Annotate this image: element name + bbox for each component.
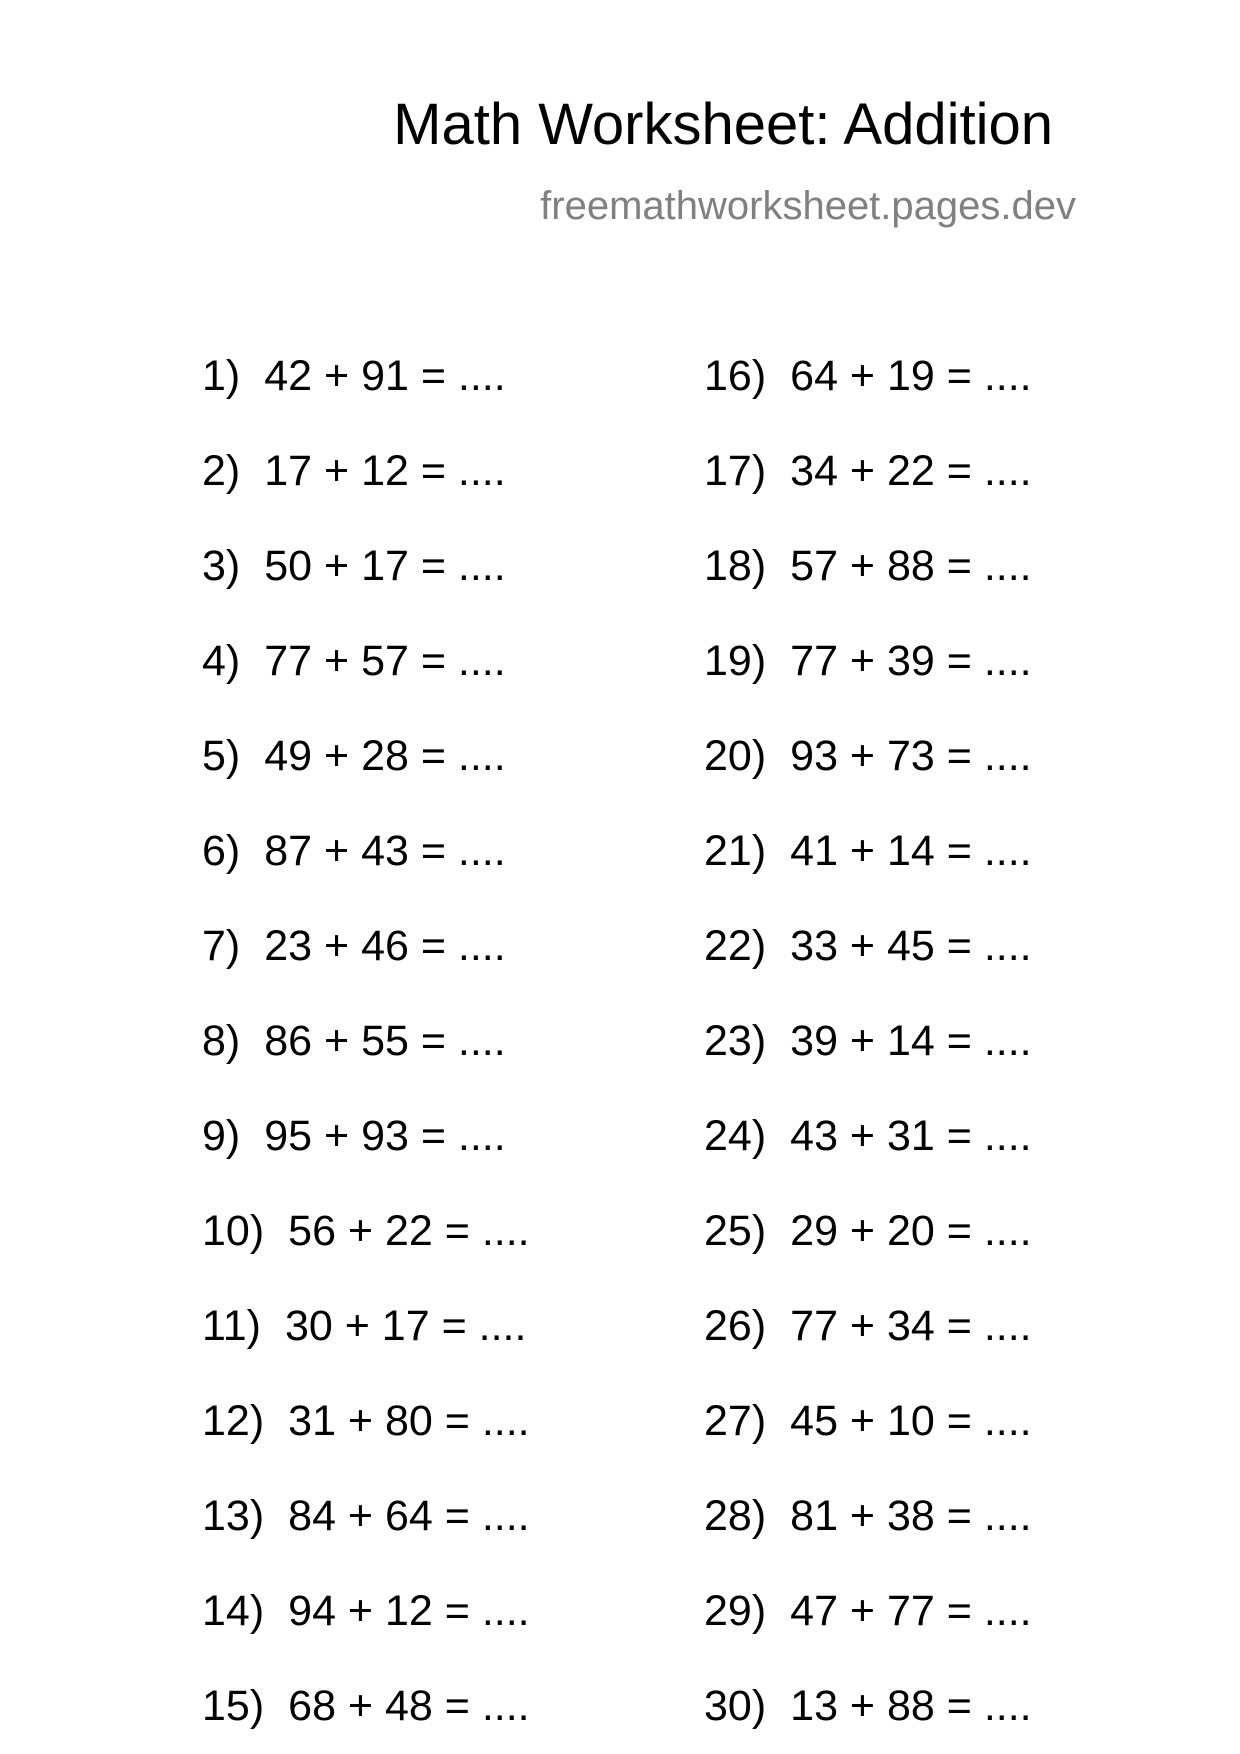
problem-item [202,922,506,970]
problem-item [704,1587,1032,1635]
problem-number: 5) [202,732,241,780]
problem-item [202,1207,530,1255]
problem-expression: 68 + 48 = .... [288,1682,530,1730]
problem-expression: 30 + 17 = .... [284,1302,527,1350]
problem-item [202,447,506,495]
problem-number: 23) [704,1017,767,1065]
problem-number: 14) [202,1587,265,1635]
problem-item [704,732,1032,780]
problem-number: 17) [704,447,767,495]
problem-item [704,1682,1032,1730]
problem-number: 9) [202,1112,241,1160]
problem-number: 6) [202,827,241,875]
problem-item [202,827,506,875]
problem-expression: 39 + 14 = .... [790,1017,1032,1065]
problem-number: 26) [704,1302,767,1350]
problem-expression: 77 + 57 = .... [264,637,506,685]
problem-item [202,1302,527,1350]
problem-expression: 64 + 19 = .... [790,352,1032,400]
problem-expression: 23 + 46 = .... [264,922,506,970]
problem-item [704,1017,1032,1065]
problem-expression: 33 + 45 = .... [790,922,1032,970]
problem-item [704,1397,1032,1445]
problem-number: 12) [202,1397,265,1445]
problem-item [704,1112,1032,1160]
problem-expression: 84 + 64 = .... [288,1492,530,1540]
problem-item [704,352,1032,400]
problem-expression: 95 + 93 = .... [264,1112,506,1160]
problem-expression: 77 + 39 = .... [790,637,1032,685]
problem-expression: 81 + 38 = .... [790,1492,1032,1540]
problem-item [202,352,506,400]
problem-number: 24) [704,1112,767,1160]
problem-number: 20) [704,732,767,780]
problem-number: 21) [704,827,767,875]
problem-number: 7) [202,922,241,970]
problem-number: 10) [202,1207,265,1255]
problem-number: 2) [202,447,241,495]
problem-number: 28) [704,1492,767,1540]
problem-number: 1) [202,352,241,400]
problem-item [202,542,506,590]
problem-number: 18) [704,542,767,590]
problem-item [704,922,1032,970]
problem-expression: 17 + 12 = .... [264,447,506,495]
problem-item [704,447,1032,495]
problem-expression: 13 + 88 = .... [790,1682,1032,1730]
problem-expression: 94 + 12 = .... [288,1587,530,1635]
problem-item [202,1587,530,1635]
problem-number: 4) [202,637,241,685]
problem-number: 11) [202,1302,261,1350]
problem-expression: 57 + 88 = .... [790,542,1032,590]
problem-item [704,542,1032,590]
problem-expression: 93 + 73 = .... [790,732,1032,780]
problem-expression: 42 + 91 = .... [264,352,506,400]
problem-item [704,1207,1032,1255]
site-url: freemathworksheet.pages.dev [540,184,1076,228]
problem-item [202,1017,506,1065]
problem-item [202,1682,530,1730]
problem-item [202,1397,530,1445]
problem-expression: 86 + 55 = .... [264,1017,506,1065]
problem-number: 13) [202,1492,265,1540]
problem-item [704,827,1032,875]
problem-item [202,1112,506,1160]
problem-expression: 87 + 43 = .... [264,827,506,875]
problem-number: 27) [704,1397,767,1445]
problem-number: 15) [202,1682,265,1730]
problem-number: 25) [704,1207,767,1255]
problem-item [202,732,506,780]
page-title: Math Worksheet: Addition [393,92,1053,157]
problem-expression: 47 + 77 = .... [790,1587,1032,1635]
problem-expression: 45 + 10 = .... [790,1397,1032,1445]
problem-number: 22) [704,922,767,970]
problem-expression: 56 + 22 = .... [288,1207,530,1255]
problem-number: 8) [202,1017,241,1065]
problem-number: 16) [704,352,767,400]
problem-item [202,1492,530,1540]
problem-number: 30) [704,1682,767,1730]
problem-item [202,637,506,685]
problem-expression: 41 + 14 = .... [790,827,1032,875]
problem-expression: 31 + 80 = .... [288,1397,530,1445]
problem-item [704,1302,1032,1350]
problem-item [704,637,1032,685]
problem-number: 19) [704,637,767,685]
problem-expression: 29 + 20 = .... [790,1207,1032,1255]
problem-number: 29) [704,1587,767,1635]
problem-expression: 77 + 34 = .... [790,1302,1032,1350]
problem-expression: 50 + 17 = .... [264,542,506,590]
problem-item [704,1492,1032,1540]
problem-expression: 34 + 22 = .... [790,447,1032,495]
problem-expression: 49 + 28 = .... [264,732,506,780]
problem-expression: 43 + 31 = .... [790,1112,1032,1160]
problem-number: 3) [202,542,241,590]
